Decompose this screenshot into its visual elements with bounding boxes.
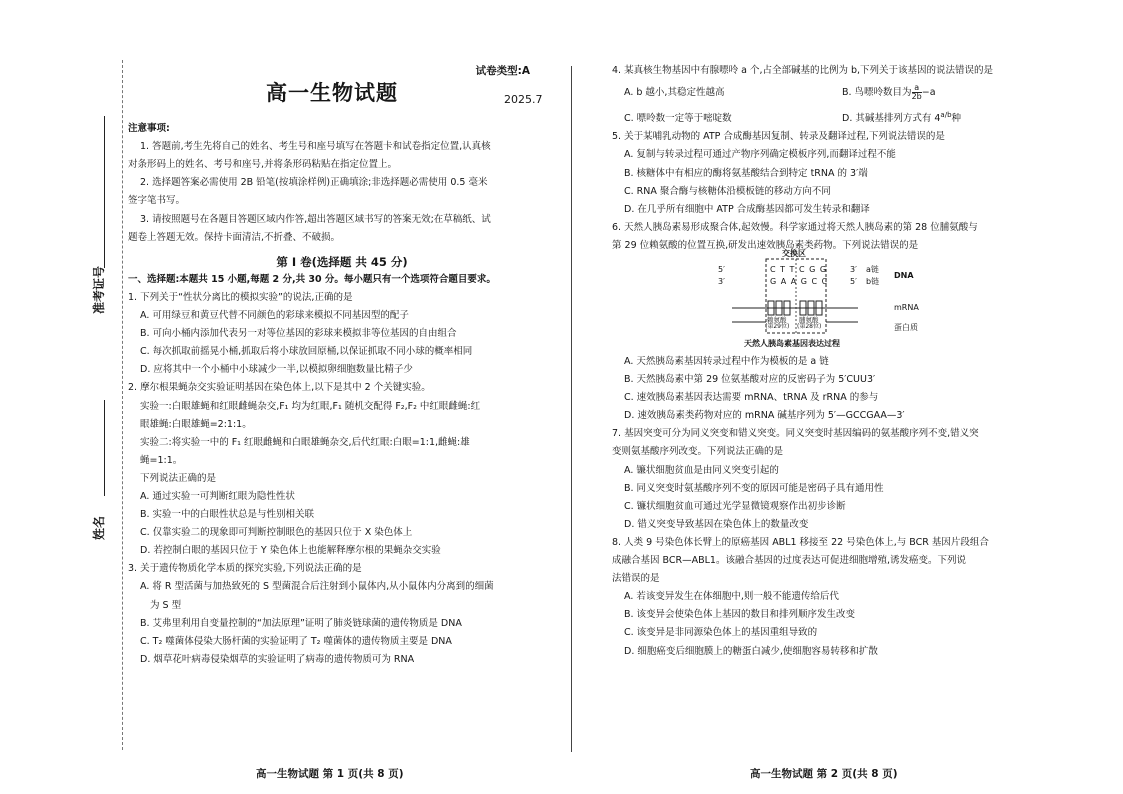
binding-sidebar	[0, 0, 118, 794]
strand-b-sequence: G A A G C C	[770, 277, 829, 286]
notice-line: 签字笔书写。	[128, 195, 186, 207]
proline-position: (第28位)	[797, 323, 822, 330]
strand-b-label: b链	[866, 277, 880, 286]
answer-option: D. 细胞癌变后细胞膜上的糖蛋白减少,使细胞容易转移和扩散	[624, 645, 878, 657]
proline-label: 脯氨酸	[799, 316, 819, 324]
question-stem: 4. 某真核生物基因中有腺嘌呤 a 个,占全部碱基的比例为 b,下列关于该基因的说法错误的是	[612, 65, 994, 76]
answer-option: B. 该变异会使染色体上基因的数目和排列顺序发生改变	[624, 609, 856, 621]
strand-a-sequence: C T T C G G	[770, 265, 828, 274]
part-one-heading: 一、选择题:本题共 15 小题,每题 2 分,共 30 分。每小题只有一个选项符合题目要求。	[128, 273, 496, 285]
answer-option: C. T₂ 噬菌体侵染大肠杆菌的实验证明了 T₂ 噬菌体的遗传物质主要是 DNA	[140, 635, 452, 647]
answer-option	[842, 83, 936, 102]
exchange-zone-label: 交换区	[782, 249, 806, 258]
question-stem: 成融合基因 BCR—ABL1。该融合基因的过度表达可促进细胞增殖,诱发癌变。下列说	[612, 555, 966, 567]
notice-line: 2. 选择题答案必需使用 2B 铅笔(按填涂样例)正确填涂;非选择题必需使用 0.5 毫米	[140, 177, 488, 189]
paper-type: 试卷类型:A	[475, 65, 530, 77]
answer-option: A. 通过实验一可判断红眼为隐性性状	[140, 490, 295, 502]
name-line	[104, 400, 105, 496]
page-1-footer: 高一生物试题 第 1 页(共 8 页)	[256, 768, 404, 780]
answer-option: C. 镰状细胞贫血可通过光学显微镜观察作出初步诊断	[624, 500, 846, 512]
dna-label: DNA	[894, 271, 914, 280]
question-stem: 法错误的是	[612, 573, 660, 585]
fraction-denominator: 2b	[911, 92, 922, 102]
option-text: D. 其碱基排列方式有 4	[842, 113, 941, 125]
strand-end-label: 3′	[850, 265, 857, 274]
answer-option-row	[612, 80, 1082, 106]
question-text: 蝇=1:1。	[140, 454, 183, 466]
question-text: 实验一:白眼雄蝇和红眼雌蝇杂交,F₁ 均为红眼,F₁ 随机交配得 F₂,F₂ 中红眼雌蝇:红	[140, 400, 481, 412]
question-stem: 第 29 位赖氨酸的位置互换,研发出速效胰岛素类药物。下列说法错误的是	[612, 239, 919, 251]
fraction-numerator: a	[912, 84, 922, 93]
answer-option: D. 错义突变导致基因在染色体上的数量改变	[624, 518, 809, 530]
answer-option: C. 速效胰岛素基因表达需要 mRNA、tRNA 及 rRNA 的参与	[624, 392, 879, 404]
answer-option: B. 实验一中的白眼性状总是与性别相关联	[140, 509, 315, 521]
lysine-position: (第29位)	[765, 323, 790, 330]
lysine-label: 赖氨酸	[767, 316, 787, 324]
answer-option: B. 艾弗里利用自变量控制的“加法原理”证明了肺炎链球菌的遗传物质是 DNA	[140, 617, 462, 629]
answer-option: D. 速效胰岛素类药物对应的 mRNA 碱基序列为 5′—GCCGAA—3′	[624, 410, 905, 422]
notice-line: 对条形码上的姓名、考号和座号,并将条形码粘贴在指定位置上。	[128, 159, 398, 171]
gene-expression-diagram	[708, 249, 1082, 353]
page-1	[128, 62, 556, 669]
mrna-label: mRNA	[894, 303, 919, 312]
notice-line: 1. 答题前,考生先将自己的姓名、考生号和座号填写在答题卡和试卷指定位置,认真核	[140, 141, 491, 153]
answer-option: D. 应将其中一个小桶中小球减少一半,以模拟卵细胞数量比精子少	[140, 364, 413, 376]
diagram-caption: 天然人胰岛素基因表达过程	[744, 339, 840, 348]
answer-option: B. 可向小桶内添加代表另一对等位基因的彩球来模拟非等位基因的自由组合	[140, 328, 457, 340]
exam-date: 2025.7	[504, 93, 543, 107]
exam-title: 高一生物试题	[266, 81, 398, 106]
page-2	[612, 62, 1082, 661]
name-label: 姓名	[92, 515, 106, 540]
option-text: 种	[951, 113, 962, 125]
question-stem: 6. 天然人胰岛素易形成聚合体,起效慢。科学家通过将天然人胰岛素的第 28 位脯氨酸与	[612, 221, 978, 233]
question-text: 眼雄蝇:白眼雄蝇=2:1:1。	[140, 418, 252, 430]
exam-number-line	[104, 116, 105, 268]
notice-line: 3. 请按照题号在各题目答题区域内作答,超出答题区域书写的答案无效;在草稿纸、试	[140, 213, 491, 225]
answer-option: C. RNA 聚合酶与核糖体沿模板链的移动方向不同	[624, 185, 831, 197]
question-stem: 5. 关于某哺乳动物的 ATP 合成酶基因复制、转录及翻译过程,下列说法错误的是	[612, 131, 945, 143]
answer-option: A. 可用绿豆和黄豆代替不同颜色的彩球来模拟不同基因型的配子	[140, 310, 409, 322]
answer-option: A. b 越小,其稳定性越高	[624, 87, 725, 99]
question-text: 下列说法正确的是	[140, 472, 217, 484]
answer-option: D. 若控制白眼的基因只位于 Y 染色体上也能解释摩尔根的果蝇杂交实验	[140, 545, 441, 557]
section-heading: 第 Ⅰ 卷(选择题 共 45 分)	[276, 254, 408, 269]
answer-option: B. 同义突变时氨基酸序列不变的原因可能是密码子具有通用性	[624, 482, 884, 494]
answer-option: A. 镰状细胞贫血是由同义突变引起的	[624, 464, 779, 476]
question-stem: 3. 关于遗传物质化学本质的探究实验,下列说法正确的是	[128, 563, 362, 575]
answer-option	[842, 113, 961, 124]
question-stem: 7. 基因突变可分为同义突变和错义突变。同义突变时基因编码的氨基酸序列不变,错义突	[612, 428, 979, 440]
fraction	[912, 84, 922, 101]
binding-dashed-line	[122, 60, 123, 750]
answer-option: B. 核糖体中有相应的酶将氨基酸结合到特定 tRNA 的 3′端	[624, 167, 868, 179]
answer-option: D. 烟草花叶病毒侵染烟草的实验证明了病毒的遗传物质可为 RNA	[140, 653, 415, 665]
notice-line: 题卷上答题无效。保持卡面清洁,不折叠、不破损。	[128, 231, 341, 243]
answer-option: A. 将 R 型活菌与加热致死的 S 型菌混合后注射到小鼠体内,从小鼠体内分离到的细菌	[140, 581, 494, 593]
strand-end-label: 5′	[850, 277, 857, 286]
notice-heading: 注意事项:	[128, 123, 170, 135]
answer-option: C. 嘌呤数一定等于嘧啶数	[624, 113, 732, 125]
page-divider	[571, 66, 572, 752]
strand-a-label: a链	[866, 265, 879, 274]
question-stem: 变则氨基酸序列改变。下列说法正确的是	[612, 446, 784, 458]
exam-number-label: 准考证号	[92, 265, 106, 314]
option-text: B. 鸟嘌呤数目为	[842, 87, 912, 99]
answer-option: A. 若该变异发生在体细胞中,则一般不能遗传给后代	[624, 591, 839, 603]
answer-option: B. 天然胰岛素中第 29 位氨基酸对应的反密码子为 5′CUU3′	[624, 374, 876, 386]
answer-option: C. 每次抓取前摇晃小桶,抓取后将小球放回原桶,以保证抓取不同小球的概率相同	[140, 346, 473, 358]
strand-end-label: 5′	[718, 265, 725, 274]
question-stem: 1. 下列关于“性状分离比的模拟实验”的说法,正确的是	[128, 291, 353, 303]
answer-option: C. 仅靠实验二的现象即可判断控制眼色的基因只位于 X 染色体上	[140, 527, 413, 539]
question-text: 实验二:将实验一中的 F₁ 红眼雌蝇和白眼雄蝇杂交,后代红眼:白眼=1:1,雌蝇:雄	[140, 436, 470, 448]
page-2-footer: 高一生物试题 第 2 页(共 8 页)	[750, 768, 898, 780]
answer-option-row	[612, 106, 1082, 128]
protein-label: 蛋白质	[894, 323, 918, 332]
answer-option: A. 天然胰岛素基因转录过程中作为模板的是 a 链	[624, 356, 829, 367]
question-stem: 2. 摩尔根果蝇杂交实验证明基因在染色体上,以下是其中 2 个关键实验。	[128, 382, 431, 394]
question-stem: 8. 人类 9 号染色体长臂上的原癌基因 ABL1 移接至 22 号染色体上,与 BCR 基因片段组合	[612, 536, 989, 548]
strand-end-label: 3′	[718, 277, 725, 286]
superscript: a/b	[940, 111, 952, 120]
answer-option: D. 在几乎所有细胞中 ATP 合成酶基因都可发生转录和翻译	[624, 203, 870, 215]
answer-option: C. 该变异是非同源染色体上的基因重组导致的	[624, 627, 818, 639]
option-text: −a	[921, 87, 936, 99]
answer-option: A. 复制与转录过程可通过产物序列确定模板序列,而翻译过程不能	[624, 149, 896, 161]
answer-option: 为 S 型	[150, 599, 182, 611]
